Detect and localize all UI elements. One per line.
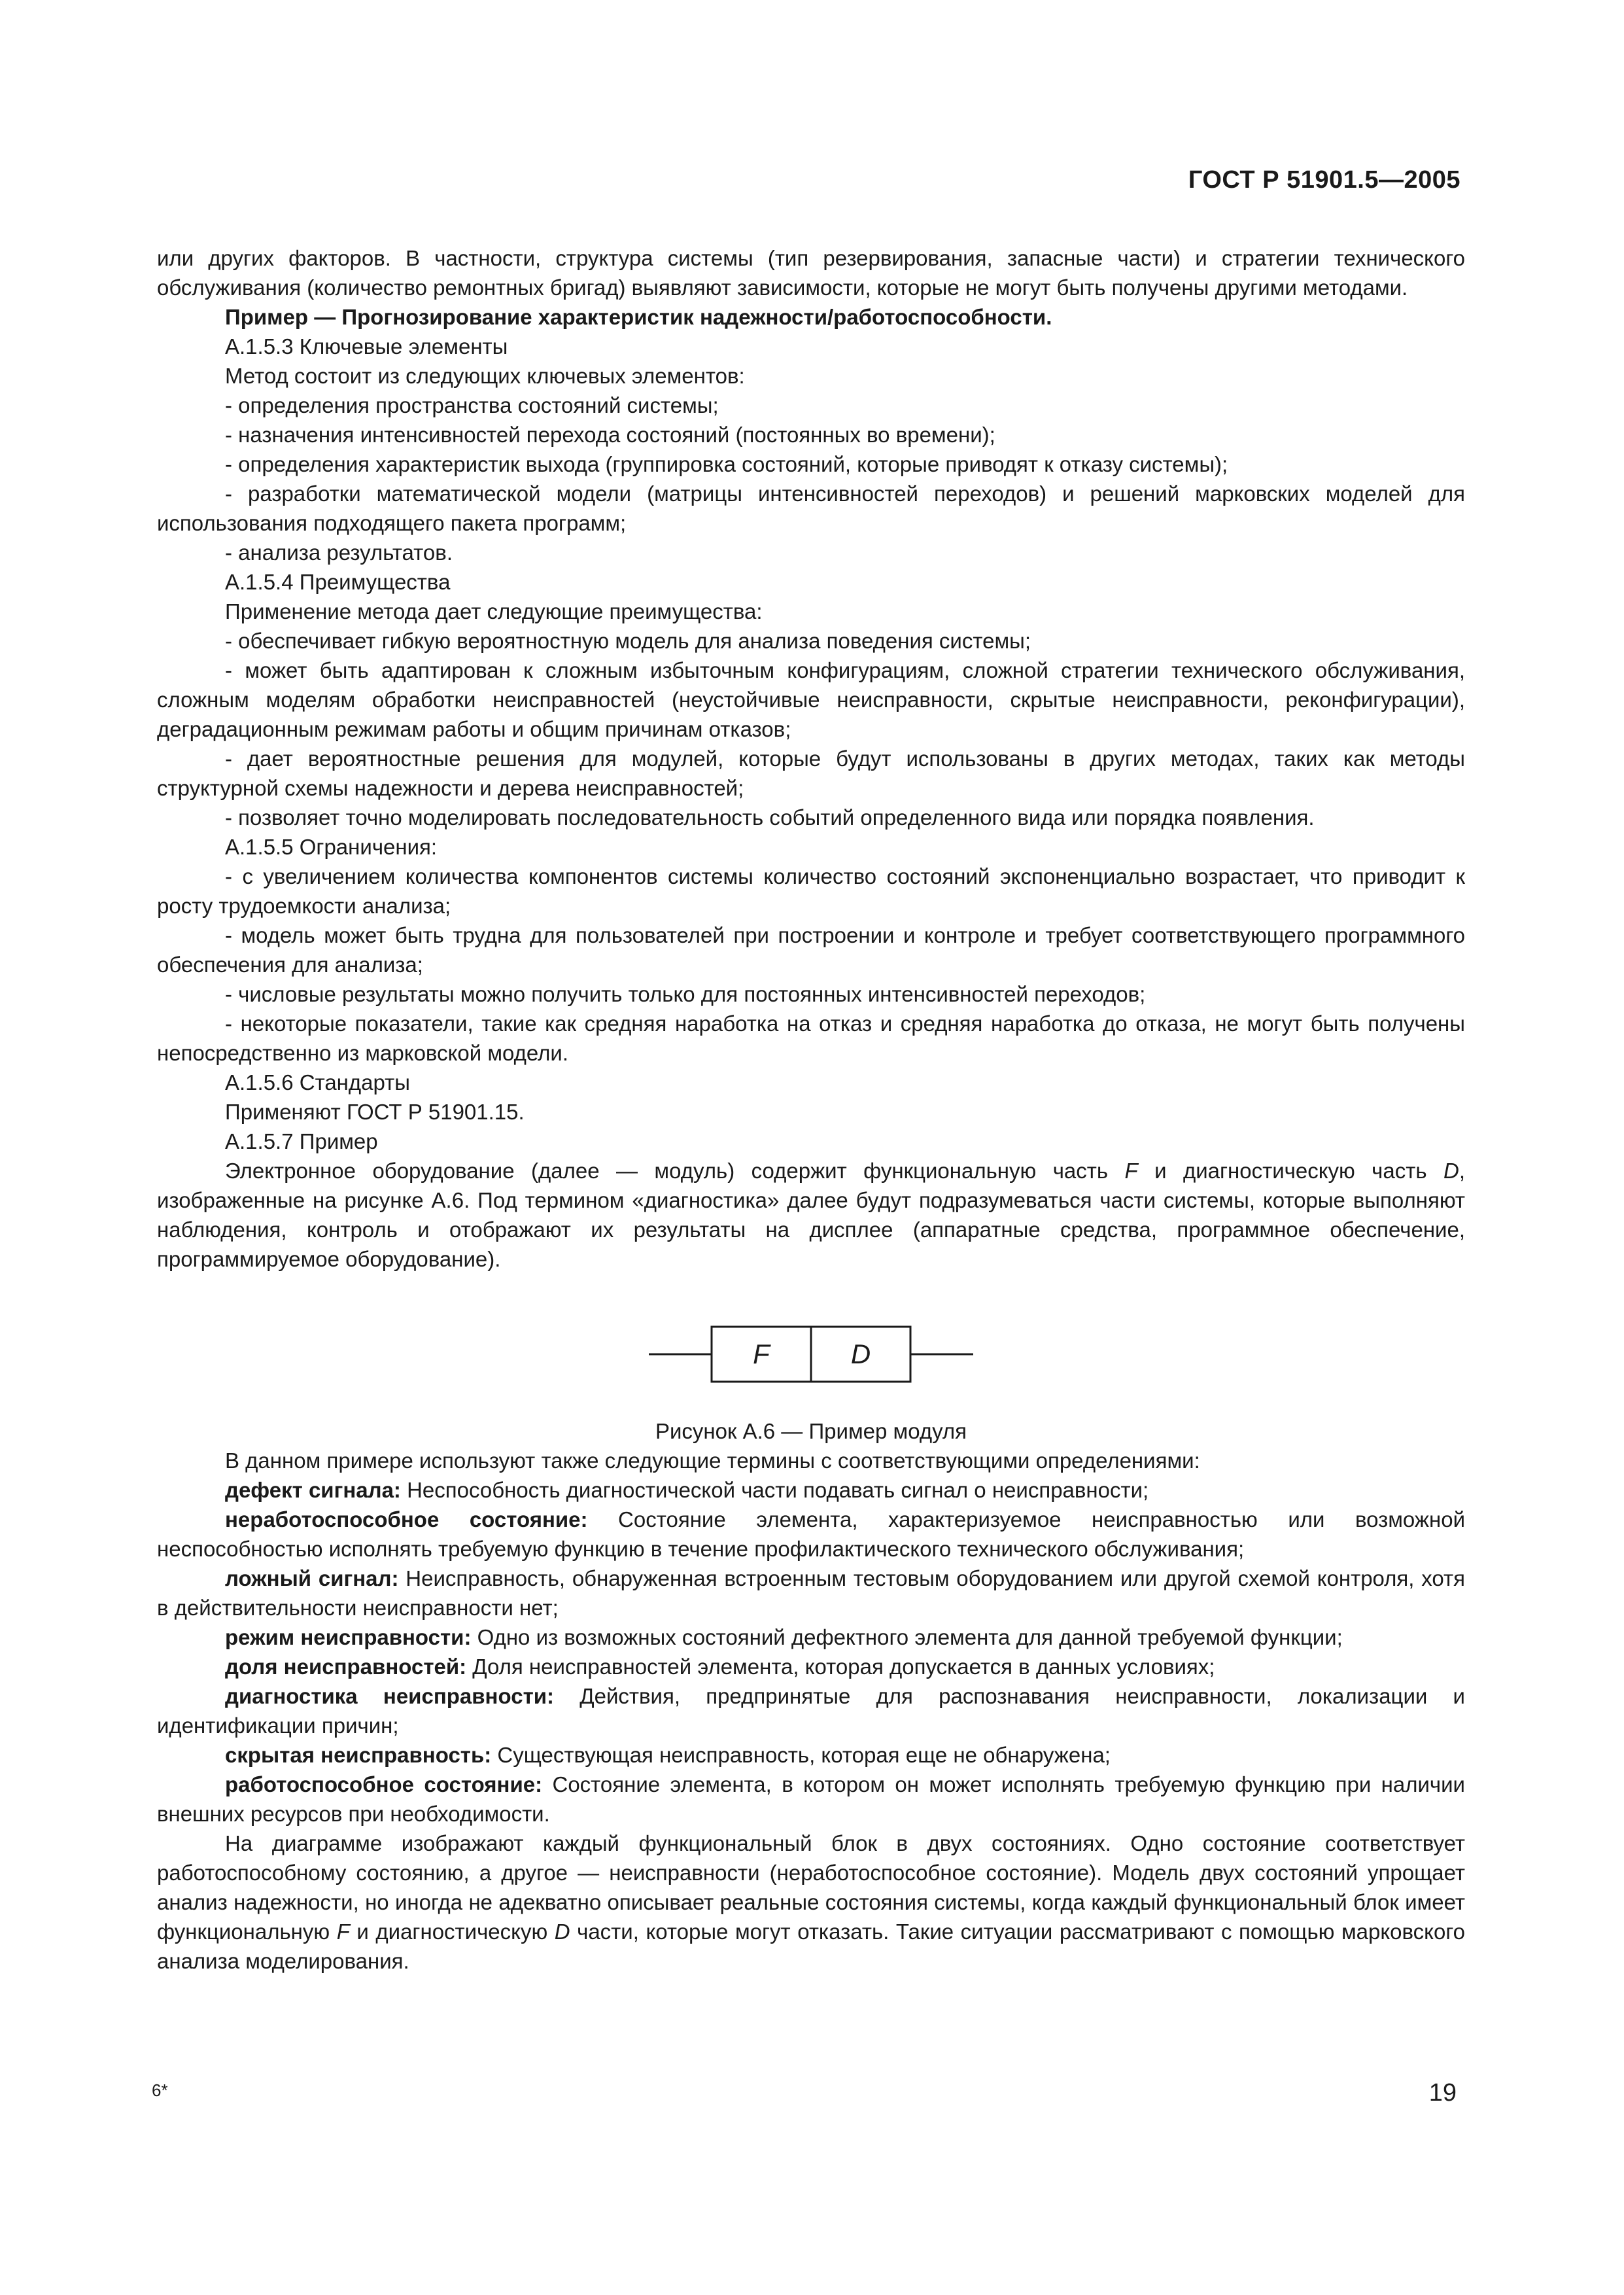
example-heading: Пример — Прогнозирование характеристик надежности/работоспособности. [225,305,1052,329]
term-text: Неисправность, обнаруженная встроенным тестовым оборудованием или другой схемой контроля, хотя в действительности неисправности нет; [157,1566,1465,1620]
text-run: части, которые могут отказать. Такие ситуации рассматривают с помощью марковского анализа моделирования. [157,1919,1465,1973]
list-item: - разработки математической модели (матрицы интенсивностей переходов) и решений марковских моделей для использования подходящего пакета программ; [157,482,1465,535]
terms-intro: В данном примере используют также следующие термины с соответствующими определениями: [225,1448,1200,1473]
term-text: Состояние элемента, в котором он может исполнять требуемую функцию при наличии внешних ресурсов при необходимости. [157,1772,1465,1826]
signature-mark: 6* [152,2080,168,2100]
section-a153-lead: Метод состоит из следующих ключевых элементов: [225,364,745,388]
term-definition [157,1740,1465,1770]
text-run: и диагностическую [349,1919,555,1944]
section-a157-paragraph [157,1156,1465,1274]
term-text: Доля неисправностей элемента, которая допускается в данных условиях; [466,1655,1215,1679]
symbol-d: D [1443,1159,1459,1183]
figure-module-diagram [157,1305,1465,1416]
label-f: F [753,1339,770,1369]
term-name: доля неисправностей: [225,1655,467,1679]
term-name: работоспособное состояние: [225,1772,543,1796]
symbol-f: F [336,1919,350,1944]
term-name: скрытая неисправность: [225,1743,492,1767]
list-item: - модель может быть трудна для пользователей при построении и контроле и требует соответствующего программного обеспечения для анализа; [157,923,1465,977]
list-item: - определения характеристик выхода (группировка состояний, которые приводят к отказу системы); [225,452,1228,476]
symbol-d: D [554,1919,570,1944]
term-name: диагностика неисправности: [225,1684,555,1708]
page-body [157,243,1465,1976]
document-code: ГОСТ Р 51901.5—2005 [1188,166,1460,194]
section-a154-title: А.1.5.4 Преимущества [225,570,451,594]
term-name: режим неисправности: [225,1625,472,1649]
section-a153-title: А.1.5.3 Ключевые элементы [225,334,508,359]
module-diagram [157,1305,1465,1416]
term-text: Действия, предпринятые для распознавания неисправности, локализации и идентификации причин; [157,1684,1465,1738]
term-definition [157,1564,1465,1622]
list-item: - определения пространства состояний системы; [225,393,719,417]
section-a154-lead: Применение метода дает следующие преимущества: [225,599,763,623]
section-a156-text: Применяют ГОСТ Р 51901.15. [225,1100,525,1124]
label-d: D [850,1339,871,1369]
term-name: неработоспособное состояние: [225,1507,588,1532]
list-item: - с увеличением количества компонентов системы количество состояний экспоненциально возрастает, что приводит к росту трудоемкости анализа; [157,864,1465,918]
term-definition [157,1681,1465,1740]
list-item: - может быть адаптирован к сложным избыточным конфигурациям, сложной стратегии технического обслуживания, сложным моделям обработки неисправностей (неустойчивые неисправности, скрытые неисправности, реконфигурации), деградационным режимам работы и общим причинам отказов; [157,658,1465,741]
list-item: - дает вероятностные решения для модулей, которые будут использованы в других методах, таких как методы структурной схемы надежности и дерева неисправностей; [157,746,1465,800]
intro-paragraph: или других факторов. В частности, структура системы (тип резервирования, запасные части) и стратегии технического обслуживания (количество ремонтных бригад) выявляют зависимости, которые не могут быть получены другими методами. [157,246,1465,300]
section-a157-title: А.1.5.7 Пример [225,1129,378,1153]
text-run: , изображенные на рисунке А.6. Под термином «диагностика» далее будут подразумеваться части системы, которые выполняют наблюдения, контроль и отображают их результаты на дисплее (аппаратные средства, программное обеспечение, программируемое оборудование). [157,1159,1465,1271]
term-definition [157,1652,1465,1681]
term-definition [157,1770,1465,1829]
term-text: Одно из возможных состояний дефектного элемента для данной требуемой функции; [471,1625,1343,1649]
term-name: ложный сигнал: [225,1566,399,1590]
term-text: Неспособность диагностической части подавать сигнал о неисправности; [400,1478,1149,1502]
figure-caption: Рисунок А.6 — Пример модуля [655,1419,967,1443]
list-item: - позволяет точно моделировать последовательность событий определенного вида или порядка появления. [225,805,1315,830]
term-definition [157,1622,1465,1652]
term-definition [157,1475,1465,1505]
final-paragraph [157,1829,1465,1976]
symbol-f: F [1124,1159,1138,1183]
term-name: дефект сигнала: [225,1478,401,1502]
list-item: - назначения интенсивностей перехода состояний (постоянных во времени); [225,423,995,447]
list-item: - числовые результаты можно получить только для постоянных интенсивностей переходов; [225,982,1146,1006]
text-run: и диагностическую часть [1137,1159,1443,1183]
section-a155-title: А.1.5.5 Ограничения: [225,835,438,859]
list-item: - анализа результатов. [225,540,453,565]
term-definition [157,1505,1465,1564]
section-a156-title: А.1.5.6 Стандарты [225,1070,410,1095]
text-run: Электронное оборудование (далее — модуль) содержит функциональную часть [225,1159,1125,1183]
term-text: Существующая неисправность, которая еще не обнаружена; [491,1743,1111,1767]
text-run: На диаграмме изображают каждый функциональный блок в двух состояниях. Одно состояние соответствует работоспособному состоянию, а другое — неисправности (неработоспособное состояние). Модель двух состояний упрощает анализ надежности, но иногда не адекватно описывает реальные состояния системы, когда каждый функциональный блок имеет функциональную [157,1831,1465,1944]
list-item: - некоторые показатели, такие как средняя наработка на отказ и средняя наработка до отказа, не могут быть получены непосредственно из марковской модели. [157,1011,1465,1065]
list-item: - обеспечивает гибкую вероятностную модель для анализа поведения системы; [225,629,1031,653]
page-number: 19 [1428,2079,1457,2107]
term-text: Состояние элемента, характеризуемое неисправностью или возможной неспособностью исполнять требуемую функцию в течение профилактического технического обслуживания; [157,1507,1466,1561]
